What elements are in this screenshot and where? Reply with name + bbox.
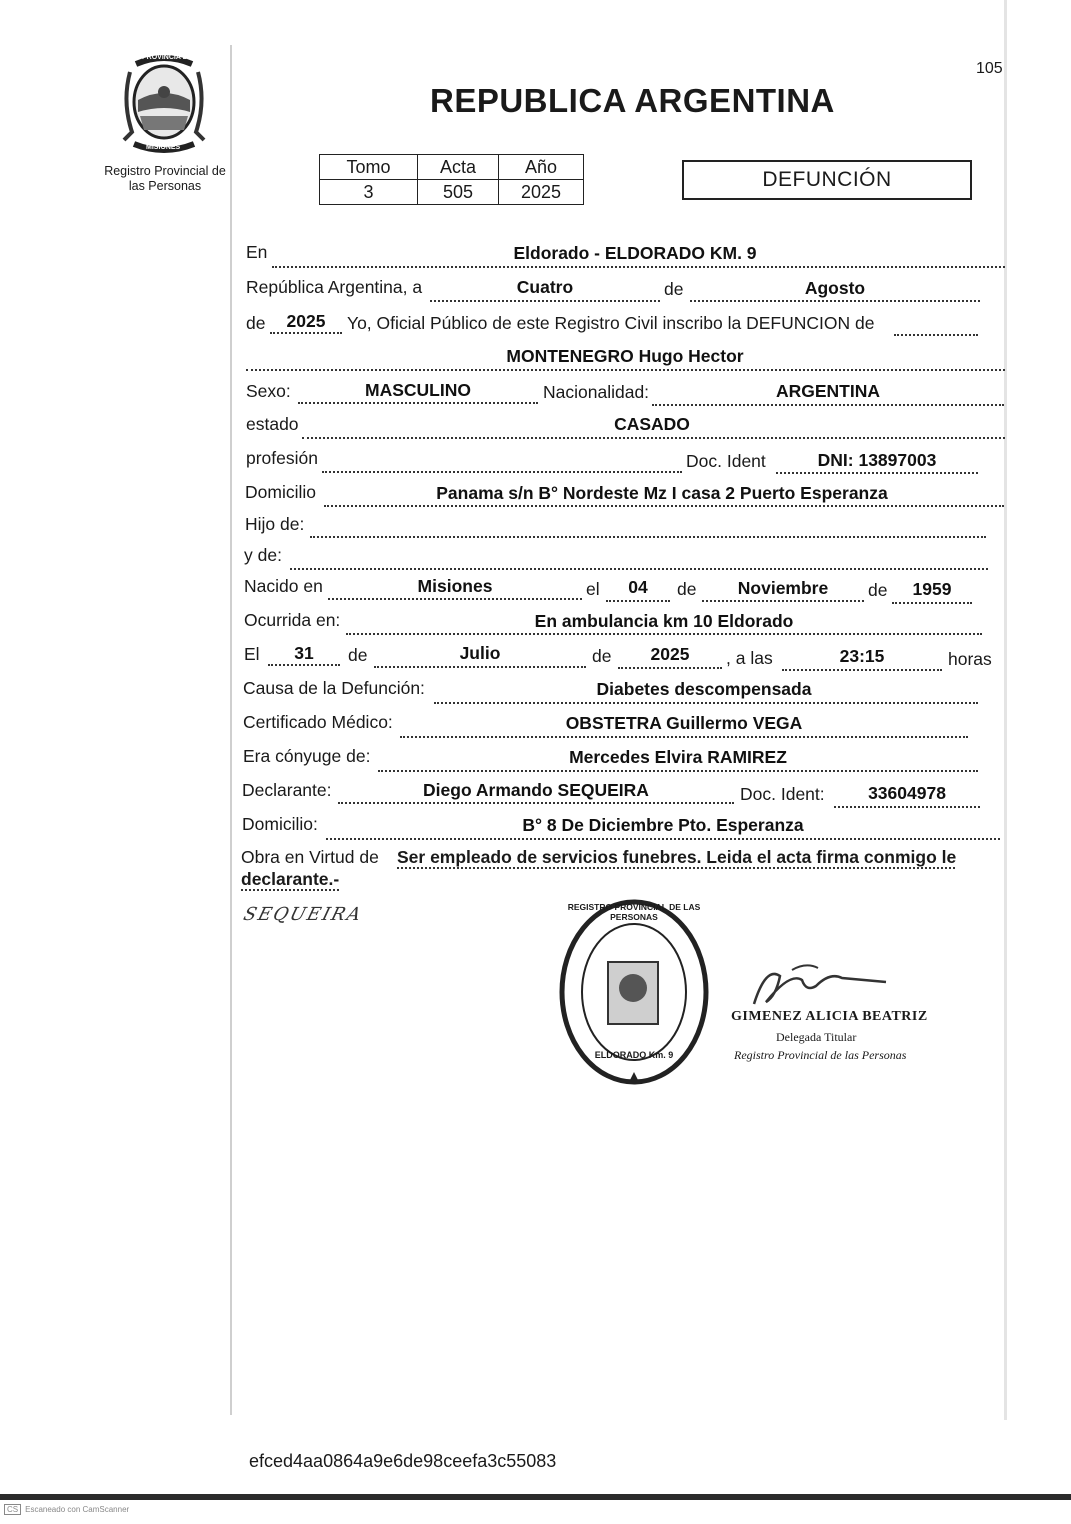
field-fallecimiento-anio: 2025 bbox=[650, 644, 690, 664]
logo-text-top: PROVINCIA DE bbox=[142, 54, 193, 61]
field-ocurrida-en: En ambulancia km 10 Eldorado bbox=[534, 611, 794, 631]
label-y-de: y de: bbox=[244, 545, 282, 565]
field-lugar: Eldorado - ELDORADO KM. 9 bbox=[513, 243, 757, 263]
line-fallecimiento-mes bbox=[374, 666, 586, 668]
label-a-las: , a las bbox=[726, 648, 773, 668]
label-de-fallecimiento-anio: de bbox=[592, 646, 612, 666]
acta-value: 505 bbox=[418, 180, 499, 205]
page-edge bbox=[1004, 0, 1007, 1420]
line-hijo-de bbox=[310, 536, 986, 538]
margin-line bbox=[230, 45, 232, 1415]
line-nacido-anio bbox=[892, 602, 972, 604]
label-declarante: Declarante: bbox=[242, 780, 332, 800]
label-de-fallecimiento-mes: de bbox=[348, 645, 368, 665]
official-title: Delegada Titular bbox=[776, 1030, 857, 1044]
line-fallecimiento-anio bbox=[618, 667, 722, 669]
field-causa: Diabetes descompensada bbox=[596, 679, 812, 699]
label-en: En bbox=[246, 242, 268, 262]
official-stamp bbox=[556, 896, 712, 1088]
anio-header: Año bbox=[499, 155, 584, 180]
field-nacido-en: Misiones bbox=[417, 576, 493, 596]
stamp-text: REGISTRO PROVINCIAL DE LAS PERSONAS bbox=[567, 902, 701, 922]
field-fallecimiento-dia: 31 bbox=[294, 643, 314, 663]
logo-text-bottom: MISIONES bbox=[146, 144, 181, 151]
line-mes bbox=[690, 300, 980, 302]
scan-edge bbox=[0, 1494, 1071, 1500]
scanner-label: Escaneado con CamScanner bbox=[25, 1505, 130, 1514]
field-anio-inscripcion: 2025 bbox=[286, 311, 326, 331]
line-declarante-doc bbox=[834, 806, 980, 808]
line-y-de bbox=[290, 568, 988, 570]
label-doc-ident-declarante: Doc. Ident: bbox=[740, 784, 825, 804]
label-republica: República Argentina, a bbox=[246, 277, 423, 297]
tomo-header: Tomo bbox=[320, 155, 418, 180]
line-fallecimiento-dia bbox=[268, 664, 340, 666]
label-domicilio-declarante: Domicilio: bbox=[242, 814, 318, 834]
label-el: el bbox=[586, 579, 600, 599]
line-en bbox=[272, 266, 1005, 268]
line-nombre bbox=[246, 369, 1005, 371]
line-declarante-domicilio bbox=[326, 838, 1000, 840]
label-doc-ident: Doc. Ident bbox=[686, 451, 766, 471]
declarante-signature: SEQUEIRA bbox=[241, 904, 366, 925]
line-nacionalidad bbox=[652, 404, 1004, 406]
registry-caption bbox=[96, 164, 234, 194]
label-nacionalidad: Nacionalidad: bbox=[543, 382, 650, 402]
registry-caption-line2: las Personas bbox=[128, 179, 202, 193]
label-estado: estado bbox=[246, 414, 299, 434]
label-de-mes: de bbox=[664, 279, 684, 299]
label-el-fallecimiento: El bbox=[244, 644, 260, 664]
line-hora bbox=[782, 669, 942, 671]
label-domicilio: Domicilio bbox=[245, 482, 316, 502]
line-causa bbox=[434, 702, 978, 704]
label-de-anio: de bbox=[246, 313, 266, 333]
line-anio bbox=[270, 332, 342, 334]
field-nacido-mes: Noviembre bbox=[737, 578, 829, 598]
line-profesion bbox=[322, 471, 682, 473]
field-nombre: MONTENEGRO Hugo Hector bbox=[506, 346, 744, 366]
page-number: 105 bbox=[976, 60, 1003, 77]
label-ocurrida-en: Ocurrida en: bbox=[244, 610, 341, 630]
acta-header: Acta bbox=[418, 155, 499, 180]
official-org: Registro Provincial de las Personas bbox=[734, 1048, 907, 1062]
label-de-nacido-anio: de bbox=[868, 580, 888, 600]
line-certificado bbox=[400, 736, 968, 738]
label-de-nacido-mes: de bbox=[677, 579, 697, 599]
field-declarante: Diego Armando SEQUEIRA bbox=[423, 780, 649, 800]
field-fallecimiento-mes: Julio bbox=[459, 643, 501, 663]
scanner-footer bbox=[4, 1504, 129, 1515]
field-conyuge: Mercedes Elvira RAMIREZ bbox=[569, 747, 787, 767]
line-nacido-dia bbox=[606, 600, 670, 602]
line-nacido-en bbox=[328, 598, 582, 600]
label-horas: horas bbox=[948, 649, 992, 669]
label-nacido-en: Nacido en bbox=[244, 576, 323, 596]
field-estado: CASADO bbox=[614, 414, 690, 434]
line-dia bbox=[430, 300, 660, 302]
label-causa: Causa de la Defunción: bbox=[243, 678, 425, 698]
line-nacido-mes bbox=[702, 600, 864, 602]
line-sexo bbox=[298, 402, 538, 404]
field-mes-inscripcion: Agosto bbox=[804, 278, 866, 298]
document-hash: efced4aa0864a9e6de98ceefa3c55083 bbox=[249, 1451, 557, 1471]
field-declarante-domicilio: B° 8 De Diciembre Pto. Esperanza bbox=[522, 815, 804, 835]
stamp-text-lower: ELDORADO Km. 9 bbox=[594, 1050, 674, 1060]
field-nacido-dia: 04 bbox=[628, 577, 648, 597]
label-certificado: Certificado Médico: bbox=[243, 712, 393, 732]
field-sexo: MASCULINO bbox=[365, 380, 471, 400]
field-dia-inscripcion: Cuatro bbox=[516, 277, 574, 297]
page-title: REPUBLICA ARGENTINA bbox=[430, 82, 835, 119]
anio-value: 2025 bbox=[499, 180, 584, 205]
label-yo: Yo, Oficial Público de este Registro Civil inscribo la DEFUNCION de bbox=[347, 313, 875, 333]
label-profesion: profesión bbox=[246, 448, 318, 468]
line-doc-ident bbox=[776, 472, 978, 474]
document-type-box: DEFUNCIÓN bbox=[682, 160, 972, 200]
field-certificado: OBSTETRA Guillermo VEGA bbox=[565, 713, 803, 733]
line-conyuge bbox=[378, 770, 978, 772]
field-obra-texto-2: declarante.- bbox=[241, 869, 340, 889]
record-table bbox=[319, 154, 584, 205]
camscanner-icon: CS bbox=[4, 1504, 21, 1515]
label-conyuge: Era cónyuge de: bbox=[243, 746, 371, 766]
field-obra-texto-1: Ser empleado de servicios funebres. Leida el acta firma conmigo le bbox=[397, 847, 957, 867]
line-domicilio bbox=[324, 505, 1004, 507]
label-sexo: Sexo: bbox=[246, 381, 291, 401]
tomo-value: 3 bbox=[320, 180, 418, 205]
line-ocurrida-en bbox=[346, 633, 982, 635]
line-declarante bbox=[338, 802, 734, 804]
official-signature bbox=[746, 962, 896, 1012]
label-hijo-de: Hijo de: bbox=[245, 514, 305, 534]
line-yo-end bbox=[894, 334, 978, 336]
field-nacionalidad: ARGENTINA bbox=[775, 381, 881, 401]
registry-caption-line1: Registro Provincial de bbox=[104, 164, 226, 178]
field-declarante-doc: 33604978 bbox=[868, 783, 946, 803]
field-doc-ident: DNI: 13897003 bbox=[817, 450, 937, 470]
line-estado bbox=[302, 437, 1005, 439]
misiones-coat-of-arms bbox=[116, 52, 212, 158]
official-name: GIMENEZ ALICIA BEATRIZ bbox=[731, 1009, 928, 1024]
field-nacido-anio: 1959 bbox=[912, 579, 952, 599]
field-domicilio: Panama s/n B° Nordeste Mz I casa 2 Puerto Esperanza bbox=[436, 483, 888, 503]
field-fallecimiento-hora: 23:15 bbox=[839, 646, 885, 666]
label-obra: Obra en Virtud de bbox=[241, 847, 379, 867]
